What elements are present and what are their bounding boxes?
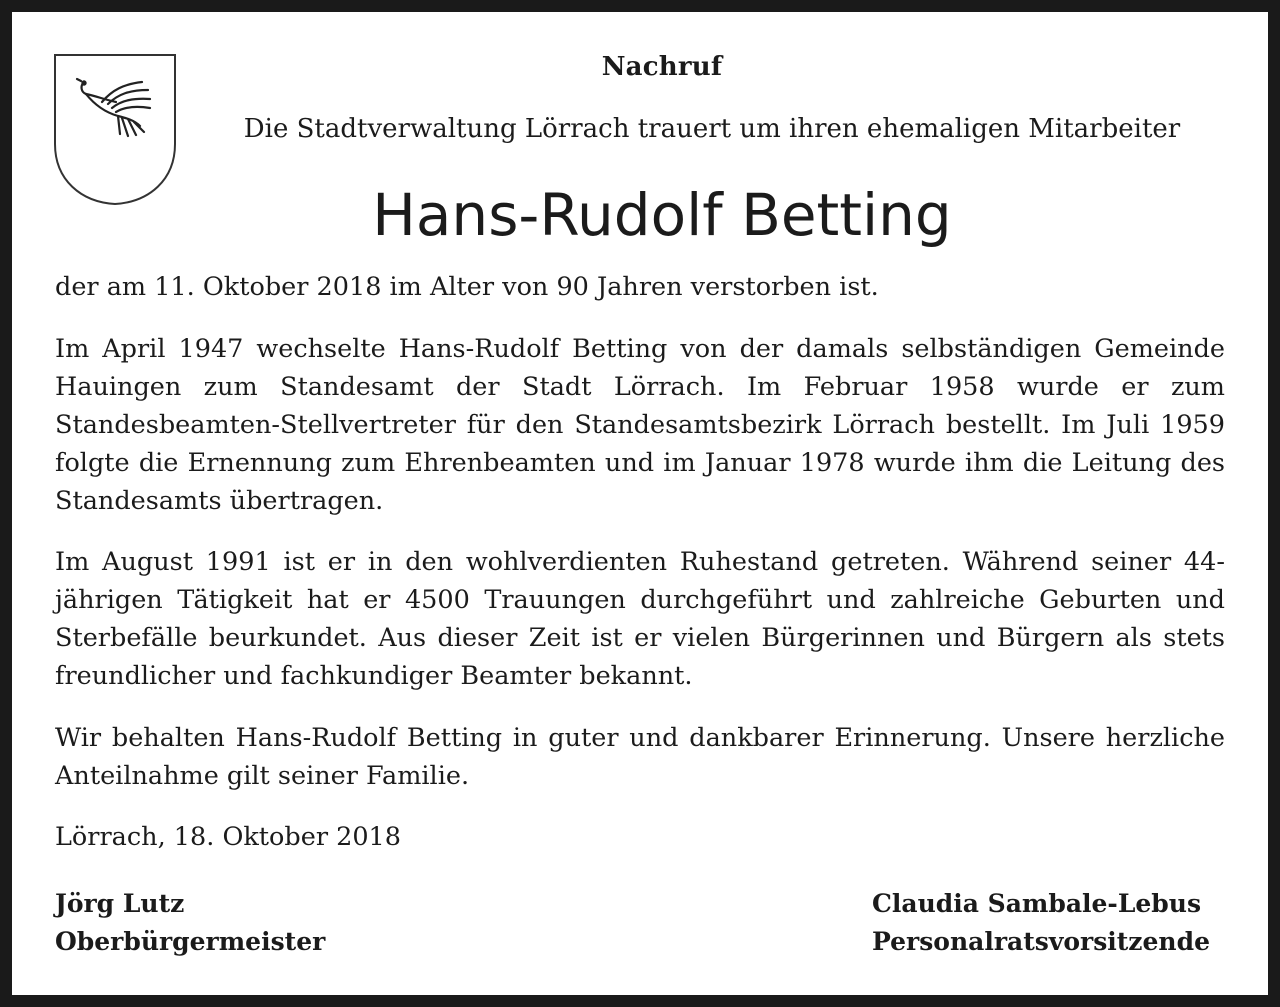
signature-staff-council (872, 885, 1210, 961)
retirement-paragraph: Im August 1991 ist er in den wohlverdienten Ruhestand getreten. Während seiner 44-jährigen Tätigkeit hat er 4500 Trauungen durchgeführt und zahlreiche Geburten und Sterbefälle beurkundet. Aus dieser Zeit ist er vielen Bürgerinnen und Bürgern als stets freundlicher und fachkundiger Beamter bekannt. (55, 547, 1225, 691)
obituary-notice (12, 12, 1268, 995)
signature-title: Oberbürgermeister (55, 927, 326, 956)
notice-subheading: Die Stadtverwaltung Lörrach trauert um ihren ehemaligen Mitarbeiter (243, 114, 1181, 144)
place-and-date: Lörrach, 18. Oktober 2018 (55, 822, 402, 852)
death-statement: der am 11. Oktober 2018 im Alter von 90 Jahren verstorben ist. (55, 272, 879, 302)
condolence-paragraph: Wir behalten Hans-Rudolf Betting in guter und dankbarer Erinnerung. Unsere herzliche Anteilnahme gilt seiner Familie. (55, 723, 1225, 791)
signature-mayor (55, 885, 325, 961)
deceased-name: Hans-Rudolf Betting (372, 181, 952, 249)
signature-name: Claudia Sambale-Lebus (872, 889, 1202, 918)
signature-title: Personalratsvorsitzende (872, 927, 1210, 956)
career-paragraph: Im April 1947 wechselte Hans-Rudolf Betting von der damals selbständigen Gemeinde Hauingen zum Standesamt der Stadt Lörrach. Im Februar 1958 wurde er zum Standesbeamten-Stellvertreter für den Standesamtsbezirk Lörrach bestellt. Im Juli 1959 folgte die Ernennung zum Ehrenbeamten und im Januar 1978 wurde ihm die Leitung des Standesamts übertragen. (55, 334, 1225, 516)
notice-heading: Nachruf (601, 52, 723, 82)
signature-name: Jörg Lutz (55, 889, 185, 918)
